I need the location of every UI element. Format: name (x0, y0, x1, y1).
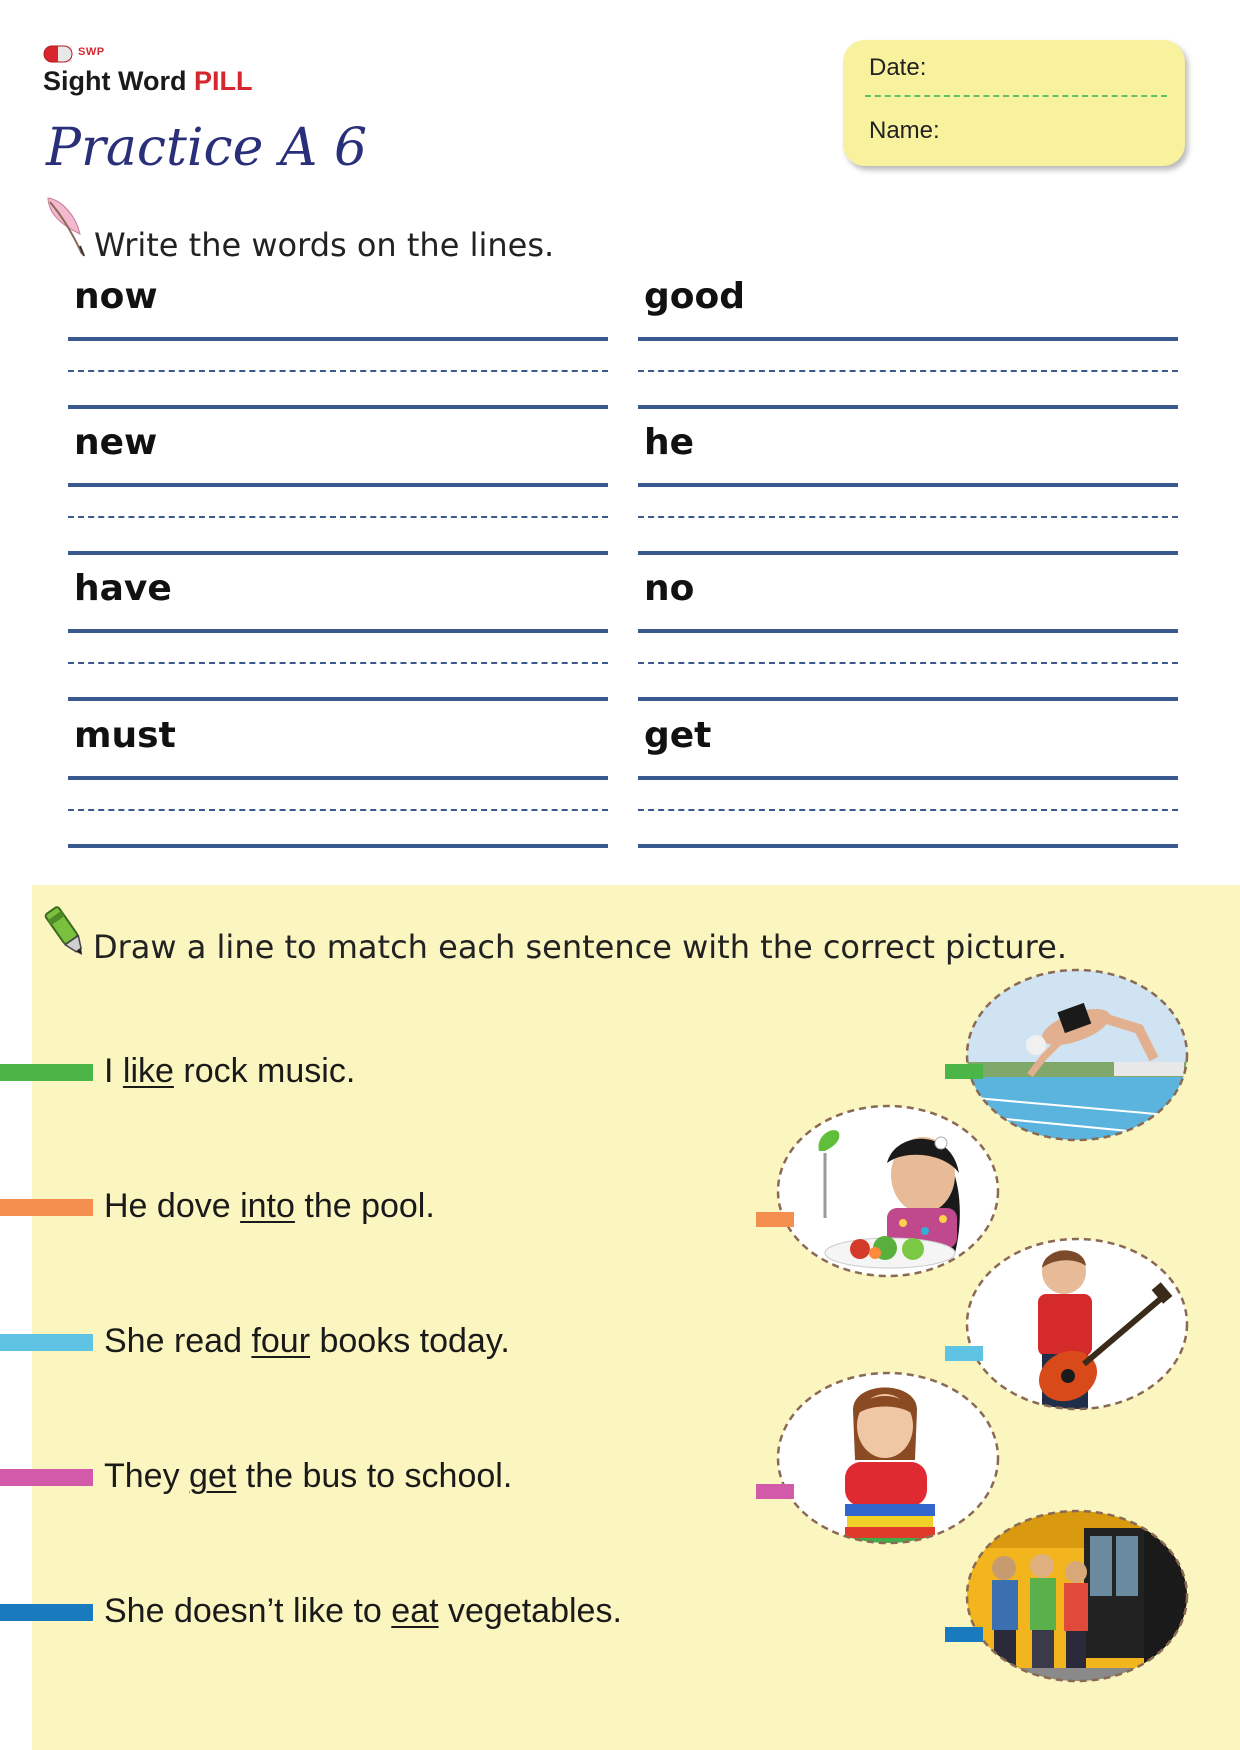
pill-logo-icon (43, 44, 73, 64)
sentence-text-before: She read (104, 1322, 252, 1360)
brand-name-prefix: Sight Word (43, 66, 194, 96)
sight-word: he (644, 422, 695, 463)
name-label: Name: (869, 117, 940, 144)
sentence-text-after: the pool. (294, 1187, 435, 1225)
feather-quill-icon (42, 194, 90, 260)
base-line[interactable] (638, 697, 1178, 701)
sight-word: have (74, 568, 172, 609)
picture-color-tab (756, 1484, 794, 1499)
sentence-underlined-word: eat (391, 1592, 439, 1630)
word-writing-block (638, 714, 1178, 879)
page-title: Practice A 6 (46, 118, 368, 178)
mid-dashed-line (638, 516, 1178, 518)
top-line (68, 776, 608, 780)
picture-color-tab (756, 1212, 794, 1227)
color-tab (0, 1199, 93, 1216)
section1-instruction: Write the words on the lines. (94, 226, 555, 264)
mid-dashed-line (68, 370, 608, 372)
sentence-underlined-word: into (240, 1187, 295, 1225)
brand-name-suffix: PILL (193, 66, 253, 96)
sight-word: get (644, 715, 712, 756)
sentence-text-before: They (104, 1457, 190, 1495)
sentence-text (104, 1322, 510, 1361)
brand-badge: SWP (78, 46, 105, 58)
sentence-underlined-word: four (251, 1322, 311, 1360)
top-line (68, 629, 608, 633)
top-line (638, 629, 1178, 633)
color-tab (0, 1604, 93, 1621)
sight-word: must (74, 715, 176, 756)
color-tab (0, 1334, 93, 1351)
top-line (68, 483, 608, 487)
date-label: Date: (869, 54, 927, 81)
sight-word: no (644, 568, 695, 609)
color-tab (0, 1064, 93, 1081)
sentence-text-before: I (104, 1052, 123, 1090)
brand-name (43, 66, 252, 97)
base-line[interactable] (68, 844, 608, 848)
section2-instruction: Draw a line to match each sentence with the correct picture. (93, 928, 1067, 966)
mid-dashed-line (638, 370, 1178, 372)
sentence-underlined-word: like (122, 1052, 174, 1090)
sight-word: new (74, 422, 158, 463)
sentence-underlined-word: get (189, 1457, 237, 1495)
mid-dashed-line (68, 809, 608, 811)
sentence-text (104, 1457, 512, 1496)
word-writing-block (68, 567, 608, 732)
kids-school-bus-photo[interactable] (964, 1508, 1190, 1684)
picture-color-tab (945, 1627, 983, 1642)
picture-color-tab (945, 1346, 983, 1361)
word-writing-block (68, 275, 608, 440)
sight-word: now (74, 276, 158, 317)
base-line[interactable] (68, 405, 608, 409)
base-line[interactable] (638, 405, 1178, 409)
marker-pen-icon (44, 902, 88, 962)
word-writing-block (68, 421, 608, 586)
picture-color-tab (945, 1064, 983, 1079)
base-line[interactable] (68, 697, 608, 701)
sentence-text-before: She doesn’t like to (104, 1592, 392, 1630)
sight-word: good (644, 276, 746, 317)
top-line (638, 337, 1178, 341)
word-writing-block (68, 714, 608, 879)
base-line[interactable] (68, 551, 608, 555)
sentence-text-after: books today. (310, 1322, 510, 1360)
sentence-text (104, 1592, 622, 1631)
word-writing-block (638, 421, 1178, 586)
mid-dashed-line (638, 662, 1178, 664)
base-line[interactable] (638, 551, 1178, 555)
sentence-text-after: the bus to school. (236, 1457, 513, 1495)
sentence-text-after: rock music. (173, 1052, 356, 1090)
sentence-text-before: He dove (104, 1187, 241, 1225)
word-writing-block (638, 567, 1178, 732)
top-line (638, 483, 1178, 487)
word-writing-block (638, 275, 1178, 440)
sentence-text-after: vegetables. (438, 1592, 622, 1630)
date-name-box (843, 40, 1185, 166)
color-tab (0, 1469, 93, 1486)
top-line (638, 776, 1178, 780)
info-divider (865, 95, 1167, 97)
mid-dashed-line (638, 809, 1178, 811)
mid-dashed-line (68, 662, 608, 664)
base-line[interactable] (638, 844, 1178, 848)
mid-dashed-line (68, 516, 608, 518)
top-line (68, 337, 608, 341)
sentence-text (104, 1052, 355, 1091)
sentence-text (104, 1187, 435, 1226)
